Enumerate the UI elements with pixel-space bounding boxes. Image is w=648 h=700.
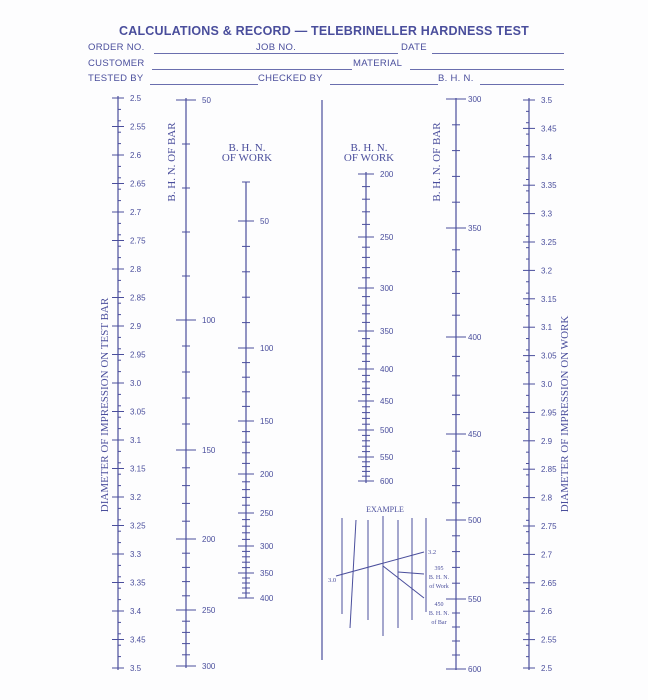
diameter-bar-tick-label: 3.05 [130,407,146,417]
diameter-work-tick-label: 2.5 [541,664,553,673]
bhn-work-right-tick-label: 250 [380,233,394,242]
bhn-bar-right-tick-label: 350 [468,224,482,233]
bhn-bar-left-tick-label: 300 [202,662,216,671]
diameter-work-tick-label: 3.35 [541,181,557,191]
date-label: DATE [401,42,427,53]
example-scale-2 [350,520,356,628]
example-work-value: 3.2 [427,549,437,556]
example-bhn-bar-l2: of Bar [431,620,447,626]
bhn-work-left-label-2: OF WORK [221,152,273,164]
bhn-work-left-tick-label: 350 [260,569,274,578]
example-diagram [328,505,450,636]
diameter-bar-tick-label: 3.3 [130,550,142,559]
diameter-work-tick-label: 2.75 [541,522,557,531]
example-bar-value: 3.0 [327,577,337,584]
example-line-to-bar [383,566,424,598]
example-line-bar-to-work [336,552,424,576]
example-bhn-bar-value: 450 [434,602,444,608]
diameter-work-axis-label: DIAMETER OF IMPRESSION ON WORK [559,315,571,513]
diameter-bar-tick-label: 3.5 [130,664,142,673]
bhn-bar-right-tick-label: 500 [468,516,482,525]
diameter-work-tick-label: 2.65 [541,578,557,588]
diameter-work-tick-label: 2.9 [541,436,553,446]
example-bhn-work-value: 395 [434,566,444,572]
bhn-bar-right-tick-label: 300 [468,95,482,104]
diameter-work-tick-label: 3.05 [541,351,557,361]
diameter-bar-tick-label: 2.95 [130,350,146,360]
diameter-work-tick-label: 3.5 [541,96,553,105]
diameter-work-tick-label: 2.6 [541,607,553,617]
diameter-bar-tick-label: 3.35 [130,578,146,588]
diameter-work-tick-label: 3.1 [541,323,553,333]
diameter-work-tick-label: 3.15 [541,294,557,304]
example-bhn-work-l1: B. H. N. [428,575,450,581]
bhn-work-right-tick-label: 450 [380,397,394,406]
bhn-bar-left-axis-label: B. H. N. OF BAR [166,122,178,202]
bhn-work-left-label-1: B. H. N. [228,142,266,154]
bhn-bar-right-tick-label: 550 [468,595,482,604]
diameter-work-tick-label: 3.3 [541,209,553,219]
bhn-bar-right-tick-label: 450 [468,430,482,439]
order-no-label: ORDER NO. [88,42,145,53]
diameter-bar-tick-label: 2.65 [130,179,146,189]
customer-label: CUSTOMER [88,58,145,69]
diameter-bar-tick-label: 2.55 [130,122,146,132]
diameter-bar-tick-label: 3.1 [130,436,142,445]
bhn-work-left-tick-label: 100 [260,344,274,353]
diameter-work-tick-label: 3.25 [541,238,557,247]
diameter-bar-tick-label: 3.25 [130,521,146,531]
bhn-work-left-tick-label: 300 [260,542,274,551]
bhn-work-left-tick-label: 400 [260,594,274,603]
bhn-bar-left-tick-label: 250 [202,606,216,615]
bhn-work-left-tick-label: 50 [260,217,269,226]
diameter-bar-axis-label: DIAMETER OF IMPRESSION ON TEST BAR [99,297,111,513]
tested-by-label: TESTED BY [88,73,144,84]
diameter-bar-tick-label: 3.15 [130,464,146,474]
bhn-work-right-tick-label: 500 [380,426,394,435]
bhn-work-right-tick-label: 550 [380,453,394,462]
checked-by-label: CHECKED BY [258,73,323,84]
bhn-work-right-label-1: B. H. N. [350,142,388,154]
diameter-work-tick-label: 3.45 [541,124,557,134]
bhn-bar-right-tick-label: 600 [468,665,482,674]
diameter-bar-tick-label: 2.75 [130,236,146,246]
diameter-work-tick-label: 2.95 [541,408,557,418]
diameter-work-tick-label: 3.4 [541,152,553,162]
diameter-bar-tick-label: 2.9 [130,322,142,331]
bhn-work-right-label-2: OF WORK [343,152,395,164]
diameter-bar-tick-label: 3.45 [130,635,146,645]
diameter-work-tick-label: 2.85 [541,465,557,475]
bhn-work-right-tick-label: 350 [380,327,394,336]
bhn-work-right-tick-label: 400 [380,365,394,374]
diameter-bar-tick-label: 2.8 [130,265,142,274]
bhn-bar-left-tick-label: 50 [202,96,211,105]
bhn-work-left-tick-label: 150 [260,417,274,426]
example-title: EXAMPLE [366,505,404,514]
diameter-work-tick-label: 2.8 [541,493,553,503]
diameter-bar-tick-label: 2.6 [130,151,142,160]
bhn-work-left-tick-label: 250 [260,509,274,518]
diameter-bar-tick-label: 2.5 [130,94,142,103]
bhn-work-right-tick-label: 600 [380,477,394,486]
bhn-bar-right-tick-label: 400 [468,333,482,342]
diameter-bar-tick-label: 3.2 [130,493,142,502]
diameter-bar-tick-label: 2.85 [130,293,146,303]
example-bhn-bar-l1: B. H. N. [428,611,450,617]
bhn-work-right-tick-label: 300 [380,284,394,293]
material-label: MATERIAL [353,58,403,69]
diameter-work-tick-label: 3.0 [541,380,553,389]
bhn-bar-left-tick-label: 100 [202,316,216,325]
bhn-work-right-tick-label: 200 [380,170,394,179]
bhn-bar-left-tick-label: 200 [202,535,216,544]
bhn-bar-right-axis-label: B. H. N. OF BAR [431,122,443,202]
bhn-bar-left-tick-label: 150 [202,446,216,455]
diameter-bar-tick-label: 3.4 [130,607,142,616]
job-no-label: JOB NO. [256,42,297,53]
diameter-work-tick-label: 2.7 [541,550,553,560]
diameter-bar-tick-label: 2.7 [130,208,142,217]
sheet-title: CALCULATIONS & RECORD — TELEBRINELLER HARDNESS TEST [119,24,529,38]
example-pointer [398,572,424,574]
example-bhn-work-l2: of Work [429,584,449,590]
diameter-work-tick-label: 2.55 [541,635,557,645]
bhn-work-left-tick-label: 200 [260,470,274,479]
diameter-bar-tick-label: 3.0 [130,379,142,388]
bhn-label: B. H. N. [438,73,474,84]
diameter-work-tick-label: 3.2 [541,266,553,276]
